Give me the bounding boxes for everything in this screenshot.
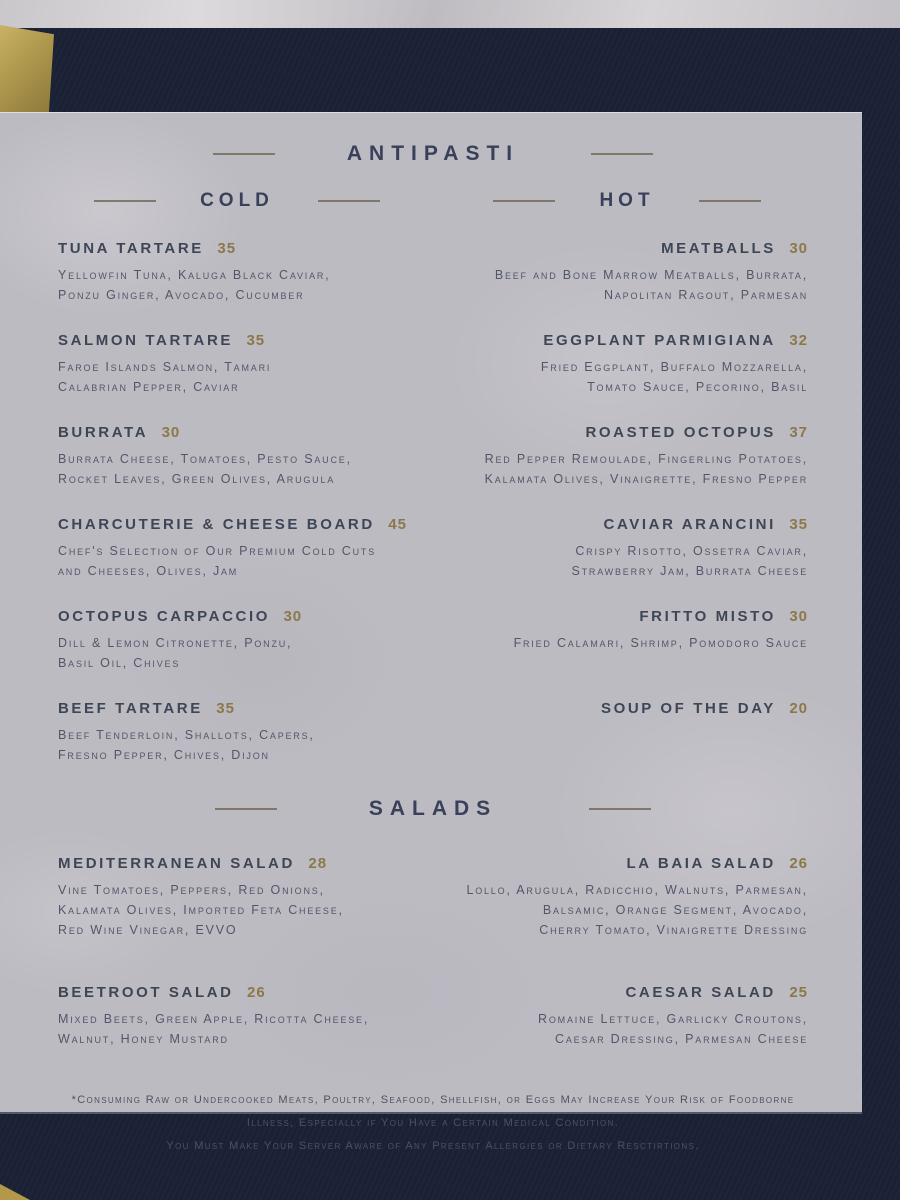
item-name: MEDITERRANEAN SALAD [58,855,295,872]
decorative-dash [215,808,277,810]
item-header [58,984,416,1002]
item-price: 35 [789,516,808,533]
item-header [58,608,416,626]
item-name: CAESAR SALAD [625,984,776,1001]
item-description: Beef Tenderloin, Shallots, Capers, Fresno Pepper, Chives, Dijon [58,728,315,762]
item-price: 20 [789,700,808,717]
menu-item-tuna-tartare [58,240,416,305]
menu-item-octopus-carpaccio [58,608,416,673]
item-name: CAVIAR ARANCINI [603,516,776,533]
item-name: SOUP OF THE DAY [600,700,776,717]
item-header [446,424,808,442]
item-description: Burrata Cheese, Tomatoes, Pesto Sauce, Rocket Leaves, Green Olives, Arugula [58,452,352,486]
item-description: Yellowfin Tuna, Kaluga Black Caviar, Ponzu Ginger, Avocado, Cucumber [58,268,331,302]
item-name: OCTOPUS CARPACCIO [58,608,270,625]
item-price: 30 [161,424,181,441]
item-description: Chef's Selection of Our Premium Cold Cuts and Cheeses, Olives, Jam [58,544,377,578]
item-description: Romaine Lettuce, Garlicky Croutons, Caesar Dressing, Parmesan Cheese [538,1012,808,1046]
menu-item-roasted-octopus [446,424,808,489]
item-description: Fried Calamari, Shrimp, Pomodoro Sauce [513,636,808,650]
disclaimer-line: *Consuming Raw or Undercooked Meats, Poultry, Seafood, Shellfish, or Eggs May Increase Your Risk of Foodborne [71,1094,795,1106]
item-header [58,855,416,873]
antipasti-header [58,142,808,166]
item-description: Dill & Lemon Citronette, Ponzu, Basil Oil, Chives [58,636,293,670]
decorative-dash [591,153,653,155]
item-header [446,984,808,1002]
decorative-dash [94,200,156,202]
item-header [58,700,416,718]
menu-item-beef-tartare [58,700,416,765]
menu-item-la-baia-salad [446,855,808,940]
decorative-dash [213,153,275,155]
item-price: 25 [789,984,808,1001]
item-header [446,240,808,258]
menu-item-salmon-tartare [58,332,416,397]
item-header [58,424,416,442]
hot-section-header [446,190,808,212]
item-header [446,855,808,873]
salads-header [58,797,808,821]
item-price: 37 [789,424,808,441]
item-header [58,240,416,258]
item-description: Vine Tomatoes, Peppers, Red Onions, Kalamata Olives, Imported Feta Cheese, Red Wine Vinegar, EVVO [58,883,344,937]
item-name: ROASTED OCTOPUS [585,424,776,441]
item-header [446,332,808,350]
brass-corner-clip [0,25,54,117]
item-price: 35 [246,332,266,349]
allergy-disclaimer [32,1089,834,1158]
tablecloth-fabric [0,0,900,30]
antipasti-items [58,240,808,765]
decorative-dash [589,808,651,810]
item-header [446,516,808,534]
item-price: 26 [789,855,808,872]
item-name: BEETROOT SALAD [58,984,234,1001]
item-price: 45 [388,516,407,533]
item-price: 30 [283,608,303,625]
item-name: BURRATA [58,424,149,441]
antipasti-title: ANTIPASTI [346,142,520,165]
menu-item-caviar-arancini [446,516,808,581]
item-name: LA BAIA SALAD [626,855,776,872]
menu-item-fritto-misto [446,608,808,653]
menu-item-caesar-salad [446,984,808,1049]
item-description: Lollo, Arugula, Radicchio, Walnuts, Parmesan, Balsamic, Orange Segment, Avocado, Cherry Tomato, Vinaigrette Dressing [466,883,808,937]
item-price: 32 [789,332,808,349]
decorative-dash [699,200,761,202]
item-name: SALMON TARTARE [58,332,233,349]
menu-item-soup-of-the-day [446,700,808,718]
item-header [446,608,808,626]
disclaimer-line: You Must Make Your Server Aware of Any Present Allergies or Dietary Resctirtions. [166,1140,700,1152]
item-header [58,332,416,350]
item-name: CHARCUTERIE & CHEESE BOARD [58,516,375,533]
cold-section-header [58,190,416,212]
item-price: 30 [789,608,808,625]
menu-item-eggplant-parmigiana [446,332,808,397]
item-price: 30 [789,240,808,257]
item-description: Fried Eggplant, Buffalo Mozzarella, Tomato Sauce, Pecorino, Basil [540,360,808,394]
item-description: Red Pepper Remoulade, Fingerling Potatoes, Kalamata Olives, Vinaigrette, Fresno Pepper [484,452,808,486]
salads-title: SALADS [368,797,498,820]
brass-corner-sliver [0,1184,30,1200]
item-description: Crispy Risotto, Ossetra Caviar, Strawberry Jam, Burrata Cheese [571,544,808,578]
menu-item-burrata [58,424,416,489]
antipasti-column-headers [58,190,808,212]
hot-section-title: HOT [599,190,655,211]
item-name: TUNA TARTARE [58,240,204,257]
decorative-dash [318,200,380,202]
item-price: 35 [217,240,237,257]
salads-items [58,855,808,1049]
item-price: 35 [216,700,235,717]
item-header [446,700,808,718]
item-price: 28 [308,855,328,872]
menu-page [0,112,862,1152]
menu-item-meatballs [446,240,808,305]
item-description: Beef and Bone Marrow Meatballs, Burrata, Napolitan Ragout, Parmesan [494,268,808,302]
menu-item-charcuterie-cheese-board [58,516,416,581]
item-name: BEEF TARTARE [58,700,203,717]
item-name: FRITTO MISTO [639,608,776,625]
disclaimer-line: Illness, Especially if You Have a Certain Medical Condition. [246,1117,620,1129]
menu-item-beetroot-salad [58,984,416,1049]
decorative-dash [493,200,555,202]
cold-section-title: COLD [200,190,274,211]
menu-item-mediterranean-salad [58,855,416,940]
item-price: 26 [247,984,266,1001]
item-header [58,516,416,534]
item-description: Faroe Islands Salmon, Tamari Calabrian Pepper, Caviar [58,360,272,394]
item-description: Mixed Beets, Green Apple, Ricotta Cheese, Walnut, Honey Mustard [58,1012,370,1046]
item-name: EGGPLANT PARMIGIANA [543,332,776,349]
item-name: MEATBALLS [661,240,776,257]
